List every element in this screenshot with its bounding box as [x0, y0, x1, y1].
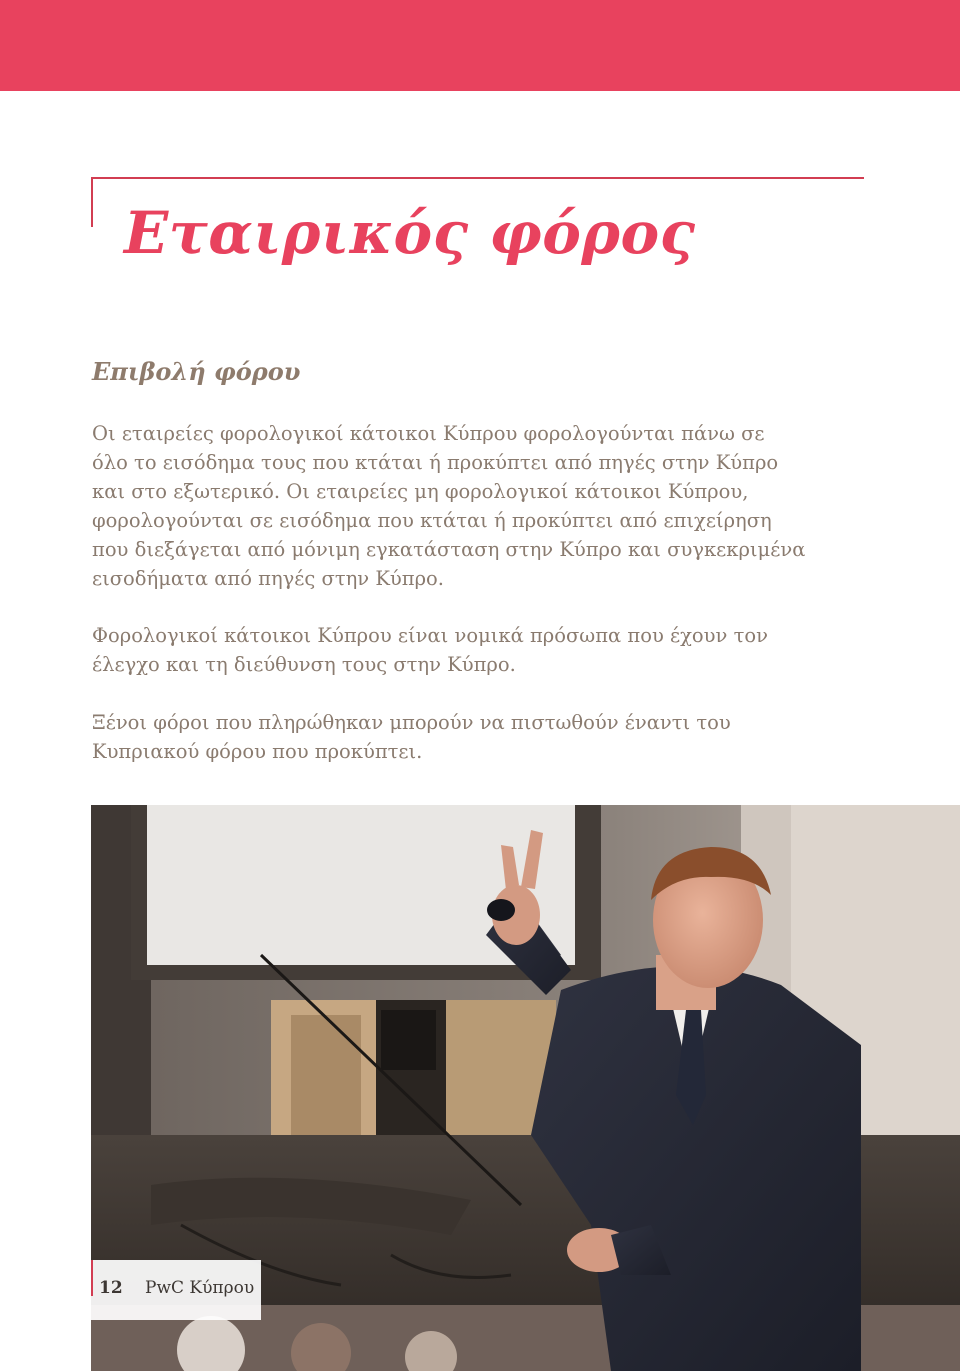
title-rule: [91, 177, 864, 179]
paragraph-line: Κυπριακού φόρου που προκύπτει.: [92, 740, 423, 763]
paragraph-line: που διεξάγεται από μόνιμη εγκατάσταση στην Κύπρο και συγκεκριμένα: [92, 538, 806, 561]
paragraph-line: Ξένοι φόροι που πληρώθηκαν μπορούν να πιστωθούν έναντι του: [92, 711, 731, 734]
paragraph-tax-residents: [92, 621, 872, 679]
paragraph-line: έλεγχο και τη διεύθυνση τους στην Κύπρο.: [92, 653, 516, 676]
title-rule-vertical: [91, 177, 93, 227]
footer: [91, 1260, 261, 1320]
paragraph-line: και στο εξωτερικό. Οι εταιρείες μη φορολογικοί κάτοικοι Κύπρου,: [92, 480, 749, 503]
paragraph-line: Οι εταιρείες φορολογικοί κάτοικοι Κύπρου φορολογούνται πάνω σε: [92, 422, 765, 445]
paragraph-line: όλο το εισόδημα τους που κτάται ή προκύπτει από πηγές στην Κύπρο: [92, 451, 779, 474]
paragraph-line: φορολογούνται σε εισόδημα που κτάται ή προκύπτει από επιχείρηση: [92, 509, 772, 532]
paragraph-taxation-scope: [92, 419, 872, 593]
paragraph-line: Φορολογικοί κάτοικοι Κύπρου είναι νομικά πρόσωπα που έχουν τον: [92, 624, 768, 647]
footer-rule: [91, 1260, 93, 1296]
page-number: 12: [99, 1278, 123, 1298]
section-heading: Επιβολή φόρου: [92, 357, 301, 386]
footer-label: PwC Κύπρου: [145, 1278, 255, 1298]
page-title: Εταιρικός φόρος: [124, 199, 696, 267]
paragraph-line: εισοδήματα από πηγές στην Κύπρο.: [92, 567, 444, 590]
top-color-band: [0, 0, 960, 91]
paragraph-foreign-taxes: [92, 708, 872, 766]
